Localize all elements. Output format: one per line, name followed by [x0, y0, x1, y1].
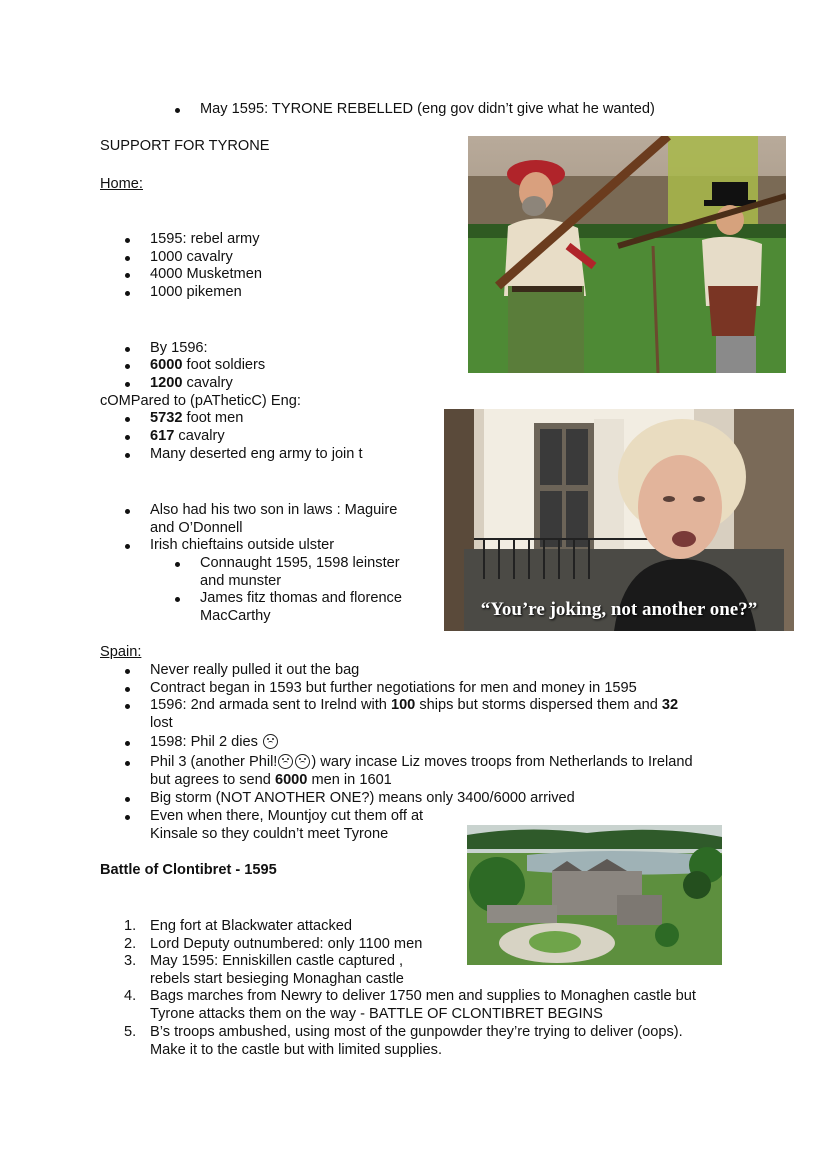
list-item: 1200 cavalry	[150, 375, 233, 391]
home-heading: Home:	[100, 176, 143, 192]
list-item: By 1596:	[150, 340, 208, 356]
castle-photo	[467, 825, 722, 965]
numbered-item: 5. B’s troops ambushed, using most of the gunpowder they’re trying to deliver (oops). Make it to the castle but with limited supplies.	[124, 1024, 683, 1058]
sub-list-item: Connaught 1595, 1598 leinster and munster	[200, 555, 425, 590]
list-item: Big storm (NOT ANOTHER ONE?) means only 3400/6000 arrived	[150, 790, 575, 806]
battle-heading: Battle of Clontibret - 1595	[100, 862, 277, 878]
face-with-tears-icon	[278, 754, 293, 769]
list-item: Irish chieftains outside ulster	[150, 537, 335, 553]
numbered-item: 4. Bags marches from Newry to deliver 1750 men and supplies to Monaghen castle but Tyrone attacks them on the way - BATTLE OF CLONTIBRET BEGINS	[124, 988, 696, 1022]
numbered-item: 1. Eng fort at Blackwater attacked	[124, 918, 352, 934]
list-item: Even when there, Mountjoy cut them off at Kinsale so they couldn’t meet Tyrone	[150, 808, 424, 842]
list-item: 1596: 2nd armada sent to Irelnd with 100 ships but storms dispersed them and 32 lost	[150, 697, 740, 732]
spain-heading: Spain:	[100, 644, 142, 660]
sub-list-item: James fitz thomas and florence MacCarthy	[200, 590, 425, 625]
list-item: 617 cavalry	[150, 428, 225, 444]
numbered-item: 3. May 1595: Enniskillen castle captured , rebels start besieging Monaghan castle	[124, 953, 404, 987]
section-heading-support: SUPPORT FOR TYRONE	[100, 138, 270, 154]
list-item: Many deserted eng army to join t	[150, 446, 363, 462]
list-item: Also had his two son in laws : Maguire and O’Donnell	[150, 502, 425, 537]
list-item	[200, 101, 655, 119]
face-with-tears-icon	[295, 754, 310, 769]
numbered-item: 2. Lord Deputy outnumbered: only 1100 men	[124, 936, 423, 952]
list-item: 1000 cavalry	[150, 249, 233, 265]
list-item: 6000 foot soldiers	[150, 357, 266, 373]
slightly-frowning-face-icon	[263, 734, 278, 749]
meme-image	[444, 409, 794, 631]
reenactors-photo	[468, 136, 786, 373]
compared-line: cOMPared to (pATheticC) Eng:	[100, 393, 301, 409]
bullet-text: May 1595: TYRONE REBELLED (eng gov didn’t give what he wanted)	[200, 101, 655, 117]
list-item: Never really pulled it out the bag	[150, 662, 360, 678]
list-item: 4000 Musketmen	[150, 266, 262, 282]
list-item: Contract began in 1593 but further negotiations for men and money in 1595	[150, 680, 637, 696]
list-item: Phil 3 (another Phil! ) wary incase Liz moves troops from Netherlands to Ireland but agrees to send 6000 men in 1601	[150, 754, 750, 789]
list-item: 1595: rebel army	[150, 231, 260, 247]
meme-caption: “You’re joking, not another one?”	[480, 599, 758, 620]
list-item: 5732 foot men	[150, 410, 244, 426]
list-item: 1000 pikemen	[150, 284, 242, 300]
list-item: 1598: Phil 2 dies	[150, 734, 279, 752]
